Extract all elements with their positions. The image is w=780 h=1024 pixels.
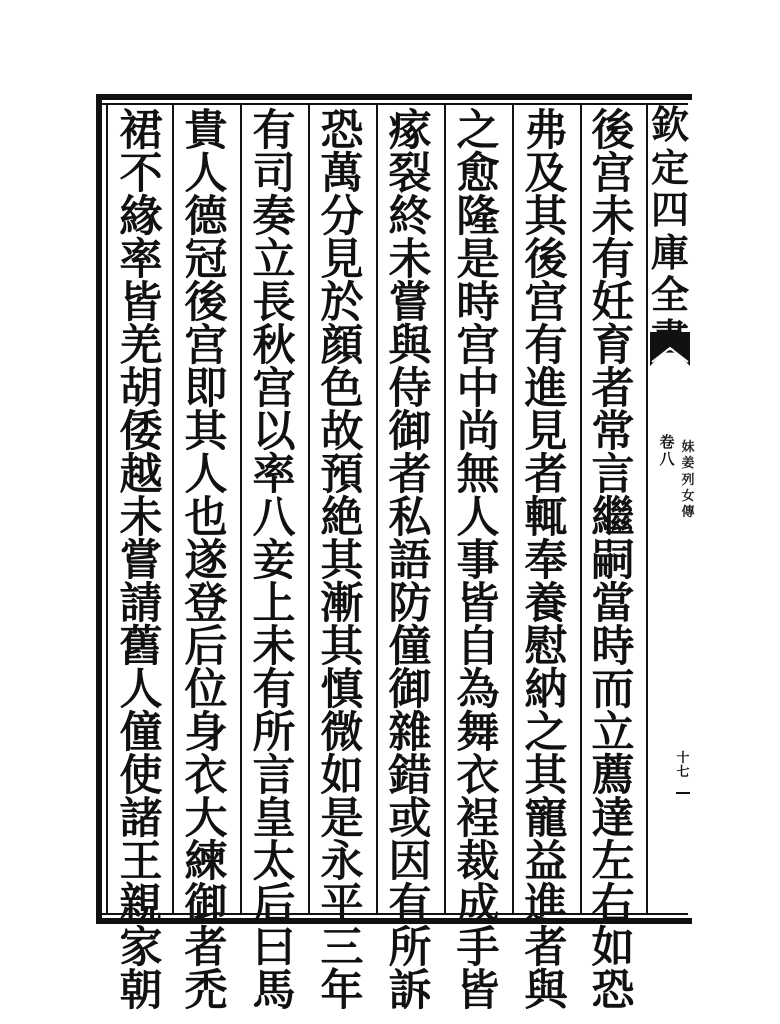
text-char: 後 [591, 106, 635, 156]
spine-series-title [650, 104, 690, 359]
text-char: 率 [252, 450, 296, 500]
text-char: 舞 [456, 708, 500, 758]
text-char: 太 [252, 837, 296, 887]
inner-border-left [106, 103, 108, 915]
text-char: 裂 [388, 149, 432, 199]
text-char: 色 [320, 364, 364, 414]
text-char: 後 [184, 278, 228, 328]
text-char: 遂 [184, 536, 228, 586]
text-char: 其 [320, 536, 364, 586]
text-char: 及 [524, 149, 568, 199]
text-char: 八 [252, 493, 296, 543]
text-char: 衣 [456, 751, 500, 801]
text-char: 皆 [456, 579, 500, 629]
text-char: 三 [320, 923, 364, 973]
spine-page-number [674, 752, 692, 781]
text-char: 御 [388, 665, 432, 715]
text-char: 故 [320, 407, 364, 457]
text-char: 宫 [252, 364, 296, 414]
text-char: 平 [320, 880, 364, 930]
fishtail-mark-icon [650, 332, 690, 368]
text-char: 奉 [524, 536, 568, 586]
text-char: 永 [320, 837, 364, 887]
text-char: 禿 [184, 966, 228, 1016]
text-char: 益 [524, 837, 568, 887]
text-char: 奏 [252, 192, 296, 242]
text-char: 登 [184, 579, 228, 629]
text-char: 顔 [320, 321, 364, 371]
text-char: 之 [524, 708, 568, 758]
text-char: 宫 [591, 149, 635, 199]
spine-book-char: 妹 [681, 440, 695, 455]
text-char: 德 [184, 192, 228, 242]
spine-title-char: 全 [650, 272, 689, 318]
text-char: 裎 [456, 794, 500, 844]
text-char: 手 [456, 923, 500, 973]
text-char: 有 [252, 665, 296, 715]
text-char: 恐 [320, 106, 364, 156]
text-char: 漸 [320, 579, 364, 629]
text-char: 為 [456, 665, 500, 715]
spine-page-char: 七 [676, 765, 690, 781]
text-char: 所 [252, 708, 296, 758]
text-char: 慰 [524, 622, 568, 672]
text-char: 裙 [119, 106, 163, 156]
text-char: 恐 [591, 966, 635, 1016]
text-char: 錯 [388, 751, 432, 801]
text-char: 有 [591, 235, 635, 285]
text-char: 羌 [119, 321, 163, 371]
text-char: 後 [524, 235, 568, 285]
text-char: 如 [591, 923, 635, 973]
spine-book-char: 列 [681, 472, 695, 488]
text-char: 宫 [524, 278, 568, 328]
text-char: 位 [184, 665, 228, 715]
text-char: 倭 [119, 407, 163, 457]
text-char: 薦 [591, 751, 635, 801]
text-char: 未 [388, 235, 432, 285]
text-char: 練 [184, 837, 228, 887]
text-char: 防 [388, 579, 432, 629]
text-char: 因 [388, 837, 432, 887]
text-char: 事 [456, 536, 500, 586]
text-char: 是 [456, 235, 500, 285]
text-char: 諸 [119, 794, 163, 844]
text-char: 時 [591, 622, 635, 672]
text-char: 皆 [119, 278, 163, 328]
text-char: 朝 [119, 966, 163, 1016]
text-char: 私 [388, 493, 432, 543]
text-char: 當 [591, 579, 635, 629]
text-char: 皇 [252, 794, 296, 844]
text-char: 王 [119, 837, 163, 887]
text-char: 是 [320, 794, 364, 844]
spine-title-char: 欽 [650, 102, 689, 147]
text-char: 貴 [184, 106, 228, 156]
text-char: 秋 [252, 321, 296, 371]
text-char: 隆 [456, 192, 500, 242]
text-char: 無 [456, 450, 500, 500]
spine-book-char: 女 [681, 488, 695, 504]
spine-juan-char: 八 [659, 450, 675, 469]
text-char: 見 [524, 407, 568, 457]
text-char: 常 [591, 407, 635, 457]
text-char: 瘃 [388, 106, 432, 156]
text-char: 未 [252, 622, 296, 672]
text-char: 所 [388, 923, 432, 973]
text-char: 即 [184, 364, 228, 414]
text-char: 自 [456, 622, 500, 672]
text-char: 司 [252, 149, 296, 199]
text-char: 年 [320, 966, 364, 1016]
text-char: 越 [119, 450, 163, 500]
text-char: 進 [524, 364, 568, 414]
text-char: 終 [388, 192, 432, 242]
text-char: 妾 [252, 536, 296, 586]
text-char: 預 [320, 450, 364, 500]
text-char: 未 [591, 192, 635, 242]
text-char: 其 [524, 192, 568, 242]
text-char: 見 [320, 235, 364, 285]
text-char: 裁 [456, 837, 500, 887]
text-char: 如 [320, 751, 364, 801]
text-char: 冠 [184, 235, 228, 285]
text-char: 后 [184, 622, 228, 672]
text-char: 妊 [591, 278, 635, 328]
text-char: 分 [320, 192, 364, 242]
text-char: 身 [184, 708, 228, 758]
text-char: 尚 [456, 407, 500, 457]
spine-title-char: 庫 [650, 229, 689, 275]
text-char: 人 [184, 450, 228, 500]
spine-juan-char: 卷 [659, 433, 675, 451]
spine-page-rule [676, 792, 690, 794]
text-char: 人 [119, 665, 163, 715]
text-char: 立 [591, 708, 635, 758]
text-char: 宫 [456, 321, 500, 371]
text-char: 率 [119, 235, 163, 285]
text-column [446, 106, 510, 1016]
text-char: 人 [456, 493, 500, 543]
text-char: 雜 [388, 708, 432, 758]
text-char: 使 [119, 751, 163, 801]
text-char: 未 [119, 493, 163, 543]
inner-border-top [102, 103, 688, 105]
text-char: 與 [388, 321, 432, 371]
text-char: 不 [119, 149, 163, 199]
text-char: 輒 [524, 493, 568, 543]
text-char: 右 [591, 880, 635, 930]
text-char: 者 [184, 923, 228, 973]
text-char: 萬 [320, 149, 364, 199]
text-char: 緣 [119, 192, 163, 242]
text-char: 后 [252, 880, 296, 930]
text-char: 於 [320, 278, 364, 328]
text-column [310, 106, 374, 1016]
text-char: 御 [184, 880, 228, 930]
spine-book-char: 姜 [681, 456, 695, 472]
spine-juan-label [658, 434, 676, 469]
text-char: 達 [591, 794, 635, 844]
text-char: 僮 [119, 708, 163, 758]
text-char: 時 [456, 278, 500, 328]
text-char: 御 [388, 407, 432, 457]
text-char: 納 [524, 665, 568, 715]
text-char: 言 [252, 751, 296, 801]
text-char: 其 [184, 407, 228, 457]
spine-title-char: 定 [650, 144, 689, 190]
text-column [242, 106, 306, 1016]
text-char: 馬 [252, 966, 296, 1016]
text-column [109, 106, 173, 1016]
text-char: 有 [252, 106, 296, 156]
spine-page-char: 十 [676, 751, 690, 766]
text-char: 家 [119, 923, 163, 973]
text-char: 以 [252, 407, 296, 457]
text-char: 大 [184, 794, 228, 844]
text-char: 寵 [524, 794, 568, 844]
text-char: 也 [184, 493, 228, 543]
text-char: 與 [524, 966, 568, 1016]
text-char: 或 [388, 794, 432, 844]
text-char: 人 [184, 149, 228, 199]
text-char: 而 [591, 665, 635, 715]
text-char: 其 [524, 751, 568, 801]
text-char: 愈 [456, 149, 500, 199]
text-char: 弗 [524, 106, 568, 156]
text-char: 皆 [456, 966, 500, 1016]
text-char: 者 [524, 923, 568, 973]
text-char: 者 [591, 364, 635, 414]
text-char: 侍 [388, 364, 432, 414]
text-char: 言 [591, 450, 635, 500]
text-char: 者 [524, 450, 568, 500]
spine-title-char: 四 [650, 187, 689, 233]
spine-book-title [680, 440, 696, 521]
text-char: 立 [252, 235, 296, 285]
text-char: 胡 [119, 364, 163, 414]
text-char: 請 [119, 579, 163, 629]
text-char: 舊 [119, 622, 163, 672]
text-char: 宫 [184, 321, 228, 371]
text-char: 衣 [184, 751, 228, 801]
text-char: 中 [456, 364, 500, 414]
text-char: 嗣 [591, 536, 635, 586]
text-char: 育 [591, 321, 635, 371]
text-char: 嘗 [388, 278, 432, 328]
text-char: 有 [524, 321, 568, 371]
text-char: 曰 [252, 923, 296, 973]
text-char: 之 [456, 106, 500, 156]
text-column [581, 106, 645, 1016]
text-char: 者 [388, 450, 432, 500]
text-char: 成 [456, 880, 500, 930]
text-char: 養 [524, 579, 568, 629]
text-char: 左 [591, 837, 635, 887]
text-char: 親 [119, 880, 163, 930]
text-char: 絶 [320, 493, 364, 543]
text-char: 有 [388, 880, 432, 930]
text-char: 慎 [320, 665, 364, 715]
text-column [174, 106, 238, 1016]
text-char: 僮 [388, 622, 432, 672]
text-char: 語 [388, 536, 432, 586]
text-column [378, 106, 442, 1016]
text-char: 進 [524, 880, 568, 930]
spine-book-char: 傳 [681, 505, 695, 520]
text-char: 訴 [388, 966, 432, 1016]
text-char: 嘗 [119, 536, 163, 586]
text-char: 長 [252, 278, 296, 328]
text-char: 繼 [591, 493, 635, 543]
text-column [514, 106, 578, 1016]
text-char: 其 [320, 622, 364, 672]
text-char: 上 [252, 579, 296, 629]
text-char: 微 [320, 708, 364, 758]
